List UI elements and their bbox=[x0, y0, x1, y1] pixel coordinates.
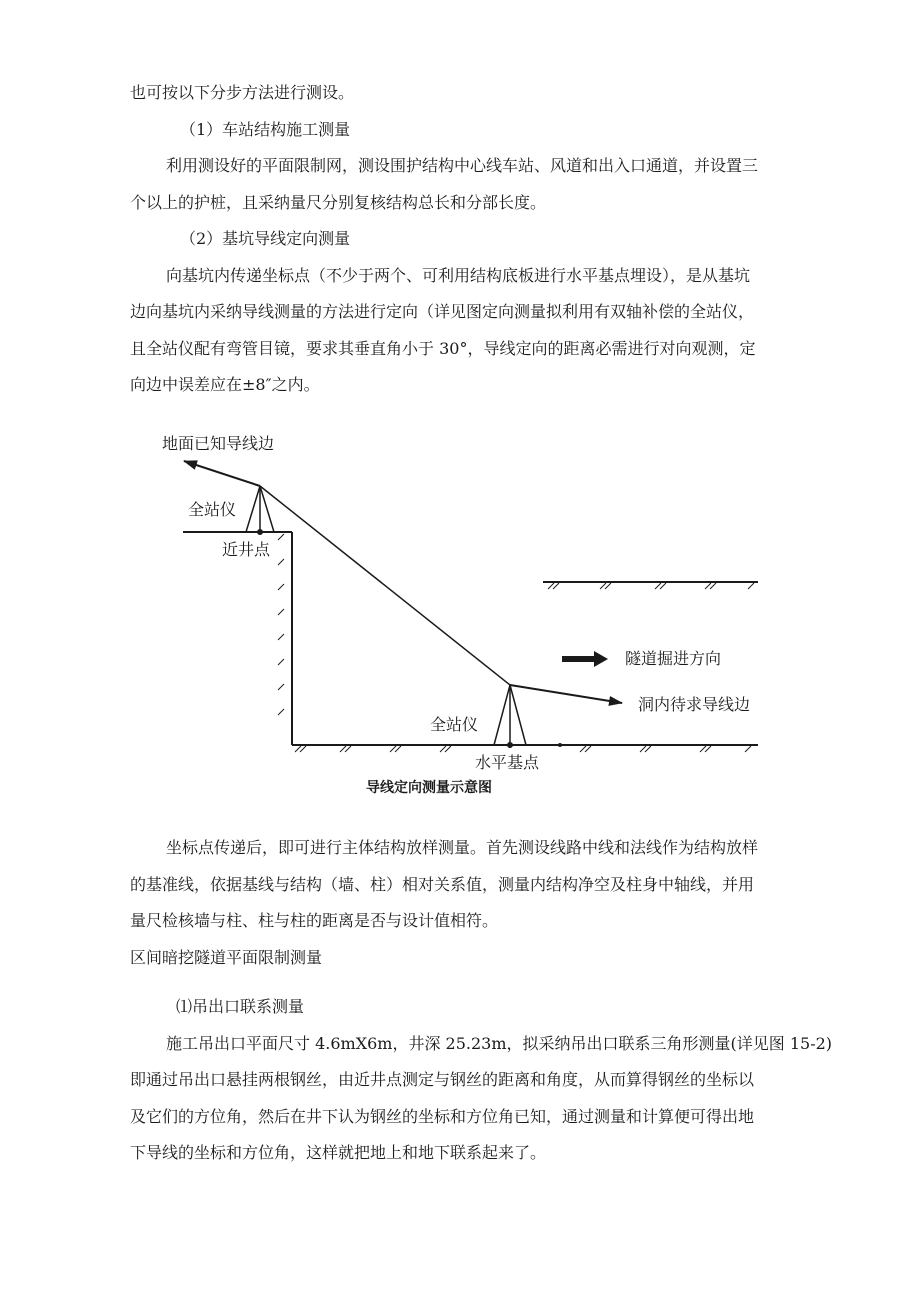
label-total-station-bottom: 全站仪 bbox=[430, 715, 479, 734]
orientation-survey-diagram bbox=[0, 420, 920, 810]
label-total-station-top: 全站仪 bbox=[188, 500, 237, 519]
heading-shaft-connection: ⑴吊出口联系测量 bbox=[176, 997, 305, 1016]
heading-station-survey: （1）车站结构施工测量 bbox=[180, 120, 351, 139]
paragraph-shaft-4: 下导线的坐标和方位角，这样就把地上和地下联系起来了。 bbox=[130, 1143, 547, 1162]
label-level-point: 水平基点 bbox=[475, 753, 540, 772]
orientation-line bbox=[260, 486, 510, 685]
paragraph-pit-1: 向基坑内传递坐标点（不少于两个、可利用结构底板进行水平基点埋设），是从基坑 bbox=[166, 266, 751, 285]
ground-traverse-arrow bbox=[184, 461, 260, 486]
paragraph-intro: 也可按以下分步方法进行测设。 bbox=[130, 83, 355, 102]
paragraph-shaft-2: 即通过吊出口悬挂两根钢丝，由近井点测定与钢丝的距离和角度，从而算得钢丝的坐标以 bbox=[130, 1070, 755, 1089]
figure-caption: 导线定向测量示意图 bbox=[366, 780, 492, 796]
tunnel-direction-arrow bbox=[562, 651, 608, 667]
paragraph-station-2: 个以上的护桩，且采纳量尺分别复核结构总长和分部长度。 bbox=[130, 193, 547, 212]
wall-hatch bbox=[278, 534, 284, 715]
level-point-marker bbox=[507, 742, 513, 748]
label-near-well-point: 近井点 bbox=[222, 540, 271, 559]
paragraph-shaft-1: 施工吊出口平面尺寸 4.6mX6m，井深 25.23m，拟采纳吊出口联系三角形测量(详见图 15-2) bbox=[166, 1034, 833, 1053]
hole-traverse-arrow bbox=[510, 685, 622, 703]
floor-point-marker bbox=[558, 743, 562, 747]
floor-hatch bbox=[295, 746, 751, 752]
paragraph-pit-2: 边向基坑内采纳导线测量的方法进行定向（详见图定向测量拟利用有双轴补偿的全站仪， bbox=[130, 302, 755, 321]
heading-pit-orientation: （2）基坑导线定向测量 bbox=[180, 229, 351, 248]
label-ground-known-edge: 地面已知导线边 bbox=[162, 434, 275, 453]
label-hole-edge: 洞内待求导线边 bbox=[638, 695, 751, 714]
paragraph-shaft-3: 及它们的方位角，然后在井下认为钢丝的坐标和方位角已知，通过测量和计算便可得出地 bbox=[130, 1107, 755, 1126]
paragraph-station-1: 利用测设好的平面限制网，测设围护结构中心线车站、风道和出入口通道，并设置三 bbox=[166, 156, 759, 175]
near-well-point-marker bbox=[257, 529, 263, 535]
crown-hatch bbox=[548, 583, 754, 589]
paragraph-layout-3: 量尺检核墙与柱、柱与柱的距离是否与设计值相符。 bbox=[130, 911, 499, 930]
diagram-drawing bbox=[0, 420, 920, 810]
paragraph-layout-1: 坐标点传递后，即可进行主体结构放样测量。首先测设线路中线和法线作为结构放样 bbox=[166, 838, 759, 857]
paragraph-pit-3: 且全站仪配有弯管目镜，要求其垂直角小于 30°，导线定向的距离必需进行对向观测，定 bbox=[130, 339, 756, 358]
paragraph-pit-4: 向边中误差应在±8″之内。 bbox=[130, 375, 320, 394]
label-tunnel-direction: 隧道掘进方向 bbox=[625, 649, 722, 668]
heading-tunnel-control: 区间暗挖隧道平面限制测量 bbox=[130, 948, 323, 967]
paragraph-layout-2: 的基准线，依据基线与结构（墙、柱）相对关系值，测量内结构净空及柱身中轴线，并用 bbox=[130, 875, 755, 894]
bottom-station-tripod bbox=[494, 685, 526, 745]
